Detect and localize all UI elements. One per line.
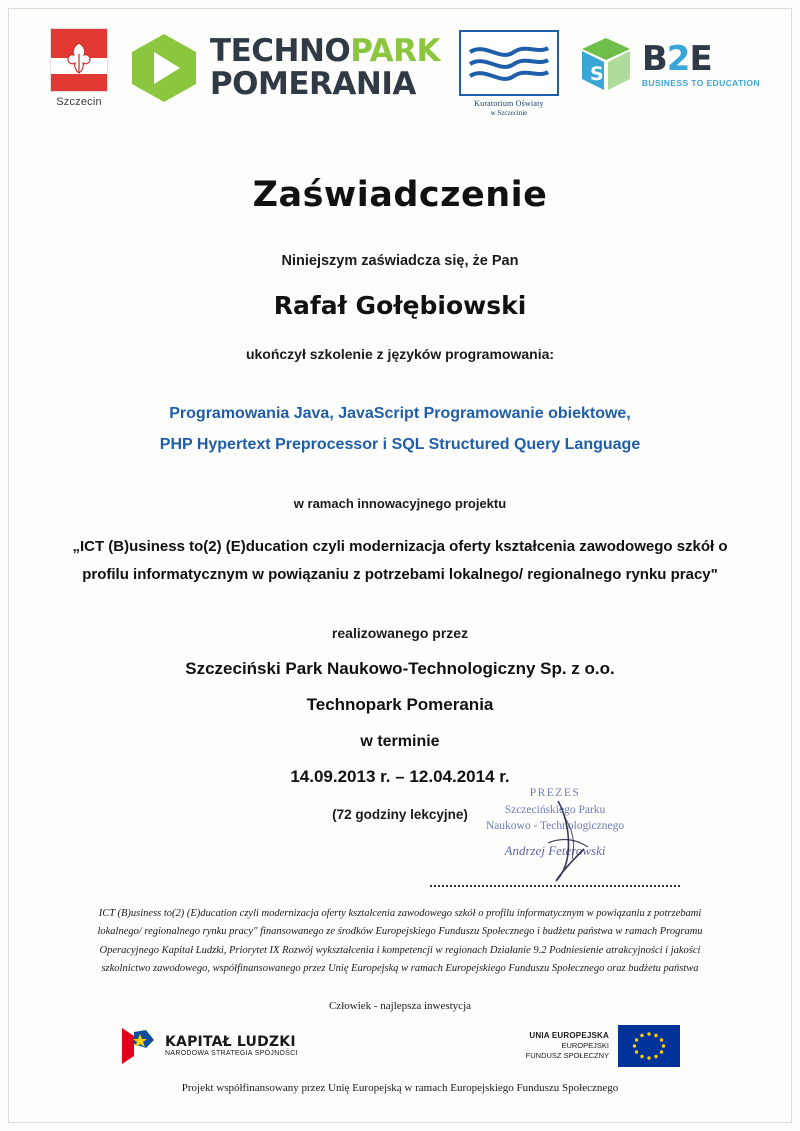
footer-logo-row — [120, 1022, 680, 1070]
header-logo-row — [40, 26, 760, 131]
project-intro-text: w ramach innowacyjnego projektu — [293, 496, 507, 512]
term-dates: 14.09.2013 r. – 12.04.2014 r. — [290, 766, 510, 786]
technopark-hexagon-icon — [128, 32, 200, 104]
signature-org-line2: Naukowo - Technologicznego — [485, 820, 625, 833]
technopark-word-pomerania: POMERANIA — [209, 66, 416, 102]
szczecin-logo — [40, 28, 118, 108]
kuratorium-waves-icon — [459, 30, 559, 96]
unia-europejska-logo — [526, 1025, 680, 1067]
signature-org-line1: Szczecińskiego Parku — [504, 803, 606, 816]
ue-line1: UNIA EUROPEJSKA — [529, 1031, 609, 1041]
funding-disclaimer: ICT (B)usiness to(2) (E)ducation czyli modernizacja oferty kształcenia zawodowego szkół o profilu informatycznym w powiązaniu z potrzebami lokalnego/ regionalnego rynku pracy" finansowanego ze środków Europejskiego Funduszu Społecznego i budżetu państwa w ramach Programu Operacyjnego Kapitał Ludzki, Priorytet IX Rozwój wykształcenia i kompetencji w regionach Działanie 9.2 Podniesienie atrakcyjności i jakości szkolnictwo zawodowego, współfinansowanego przez Unię Europejską w ramach Europejskiego Funduszu Społecznego oraz budżetu państwa — [97, 908, 703, 975]
programme-slogan: Człowiek - najlepsza inwestycja — [328, 1000, 472, 1012]
kapital-ludzki-title: KAPITAŁ LUDZKI — [165, 1033, 296, 1050]
term-label: w terminie — [360, 732, 440, 750]
kapital-ludzki-subtitle: NARODOWA STRATEGIA SPÓJNOŚCI — [165, 1050, 298, 1058]
lead-text: Niniejszym zaświadcza się, że Pan — [281, 253, 519, 269]
page-title: Zaświadczenie — [252, 175, 548, 215]
signature-block — [430, 785, 680, 859]
kuratorium-caption-line2: w Szczecinie — [490, 109, 528, 117]
b2e-subtitle: BUSINESS TO EDUCATION — [641, 78, 760, 89]
szczecin-logo-caption: Szczecin — [56, 96, 102, 108]
completion-text: ukończył szkolenie z języków programowania: — [245, 346, 555, 362]
organizer-brand: Technopark Pomerania — [306, 694, 494, 714]
b2e-logo — [578, 36, 760, 94]
eu-flag-icon — [618, 1025, 680, 1067]
organizer-name: Szczeciński Park Naukowo-Technologiczny Sp. z o.o. — [185, 658, 615, 678]
certificate-body — [55, 175, 745, 822]
project-title: „ICT (B)usiness to(2) (E)ducation czyli modernizacja oferty kształcenia zawodowego szkół o profilu informatycznym w powiązaniu z potrzebami lokalnego/ regionalnego rynku pracy" — [72, 538, 728, 584]
signature-stamp — [430, 785, 680, 835]
b2e-digit-2: 2 — [666, 39, 690, 80]
svg-text:S: S — [589, 63, 604, 85]
signature-role: PREZES — [529, 787, 581, 799]
kuratorium-oswiaty-logo — [450, 30, 568, 117]
ue-line2: EUROPEJSKI — [561, 1041, 609, 1051]
szczecin-coat-of-arms-icon — [50, 28, 108, 92]
b2e-letter-b: B — [641, 39, 667, 80]
signature-dotted-line — [430, 885, 680, 887]
realized-by-label: realizowanego przez — [331, 624, 469, 641]
kuratorium-caption-line1: Kuratorium Oświaty — [474, 99, 544, 108]
project-cofunding-note: Projekt współfinansowany przez Unię Europejską w ramach Europejskiego Funduszu Społecznego — [181, 1082, 619, 1094]
b2e-letter-e: E — [689, 39, 712, 80]
recipient-name: Rafał Gołębiowski — [273, 291, 527, 320]
ue-line3: FUNDUSZ SPOŁECZNY — [525, 1051, 609, 1061]
b2e-cube-icon — [578, 36, 634, 94]
kapital-ludzki-star-icon — [120, 1026, 158, 1066]
course-list — [55, 398, 745, 460]
technopark-word-techno: TECHNO — [209, 33, 351, 69]
signer-name: Andrzej Feterowski — [504, 843, 606, 859]
kapital-ludzki-logo — [120, 1026, 298, 1066]
lesson-hours: (72 godziny lekcyjne) — [332, 806, 468, 822]
technopark-word-park: PARK — [350, 33, 441, 69]
course-line-1: Programowania Java, JavaScript Programowanie obiektowe, — [169, 405, 631, 422]
technopark-pomerania-logo — [128, 32, 440, 104]
course-line-2: PHP Hypertext Preprocessor i SQL Structured Query Language — [159, 436, 641, 454]
